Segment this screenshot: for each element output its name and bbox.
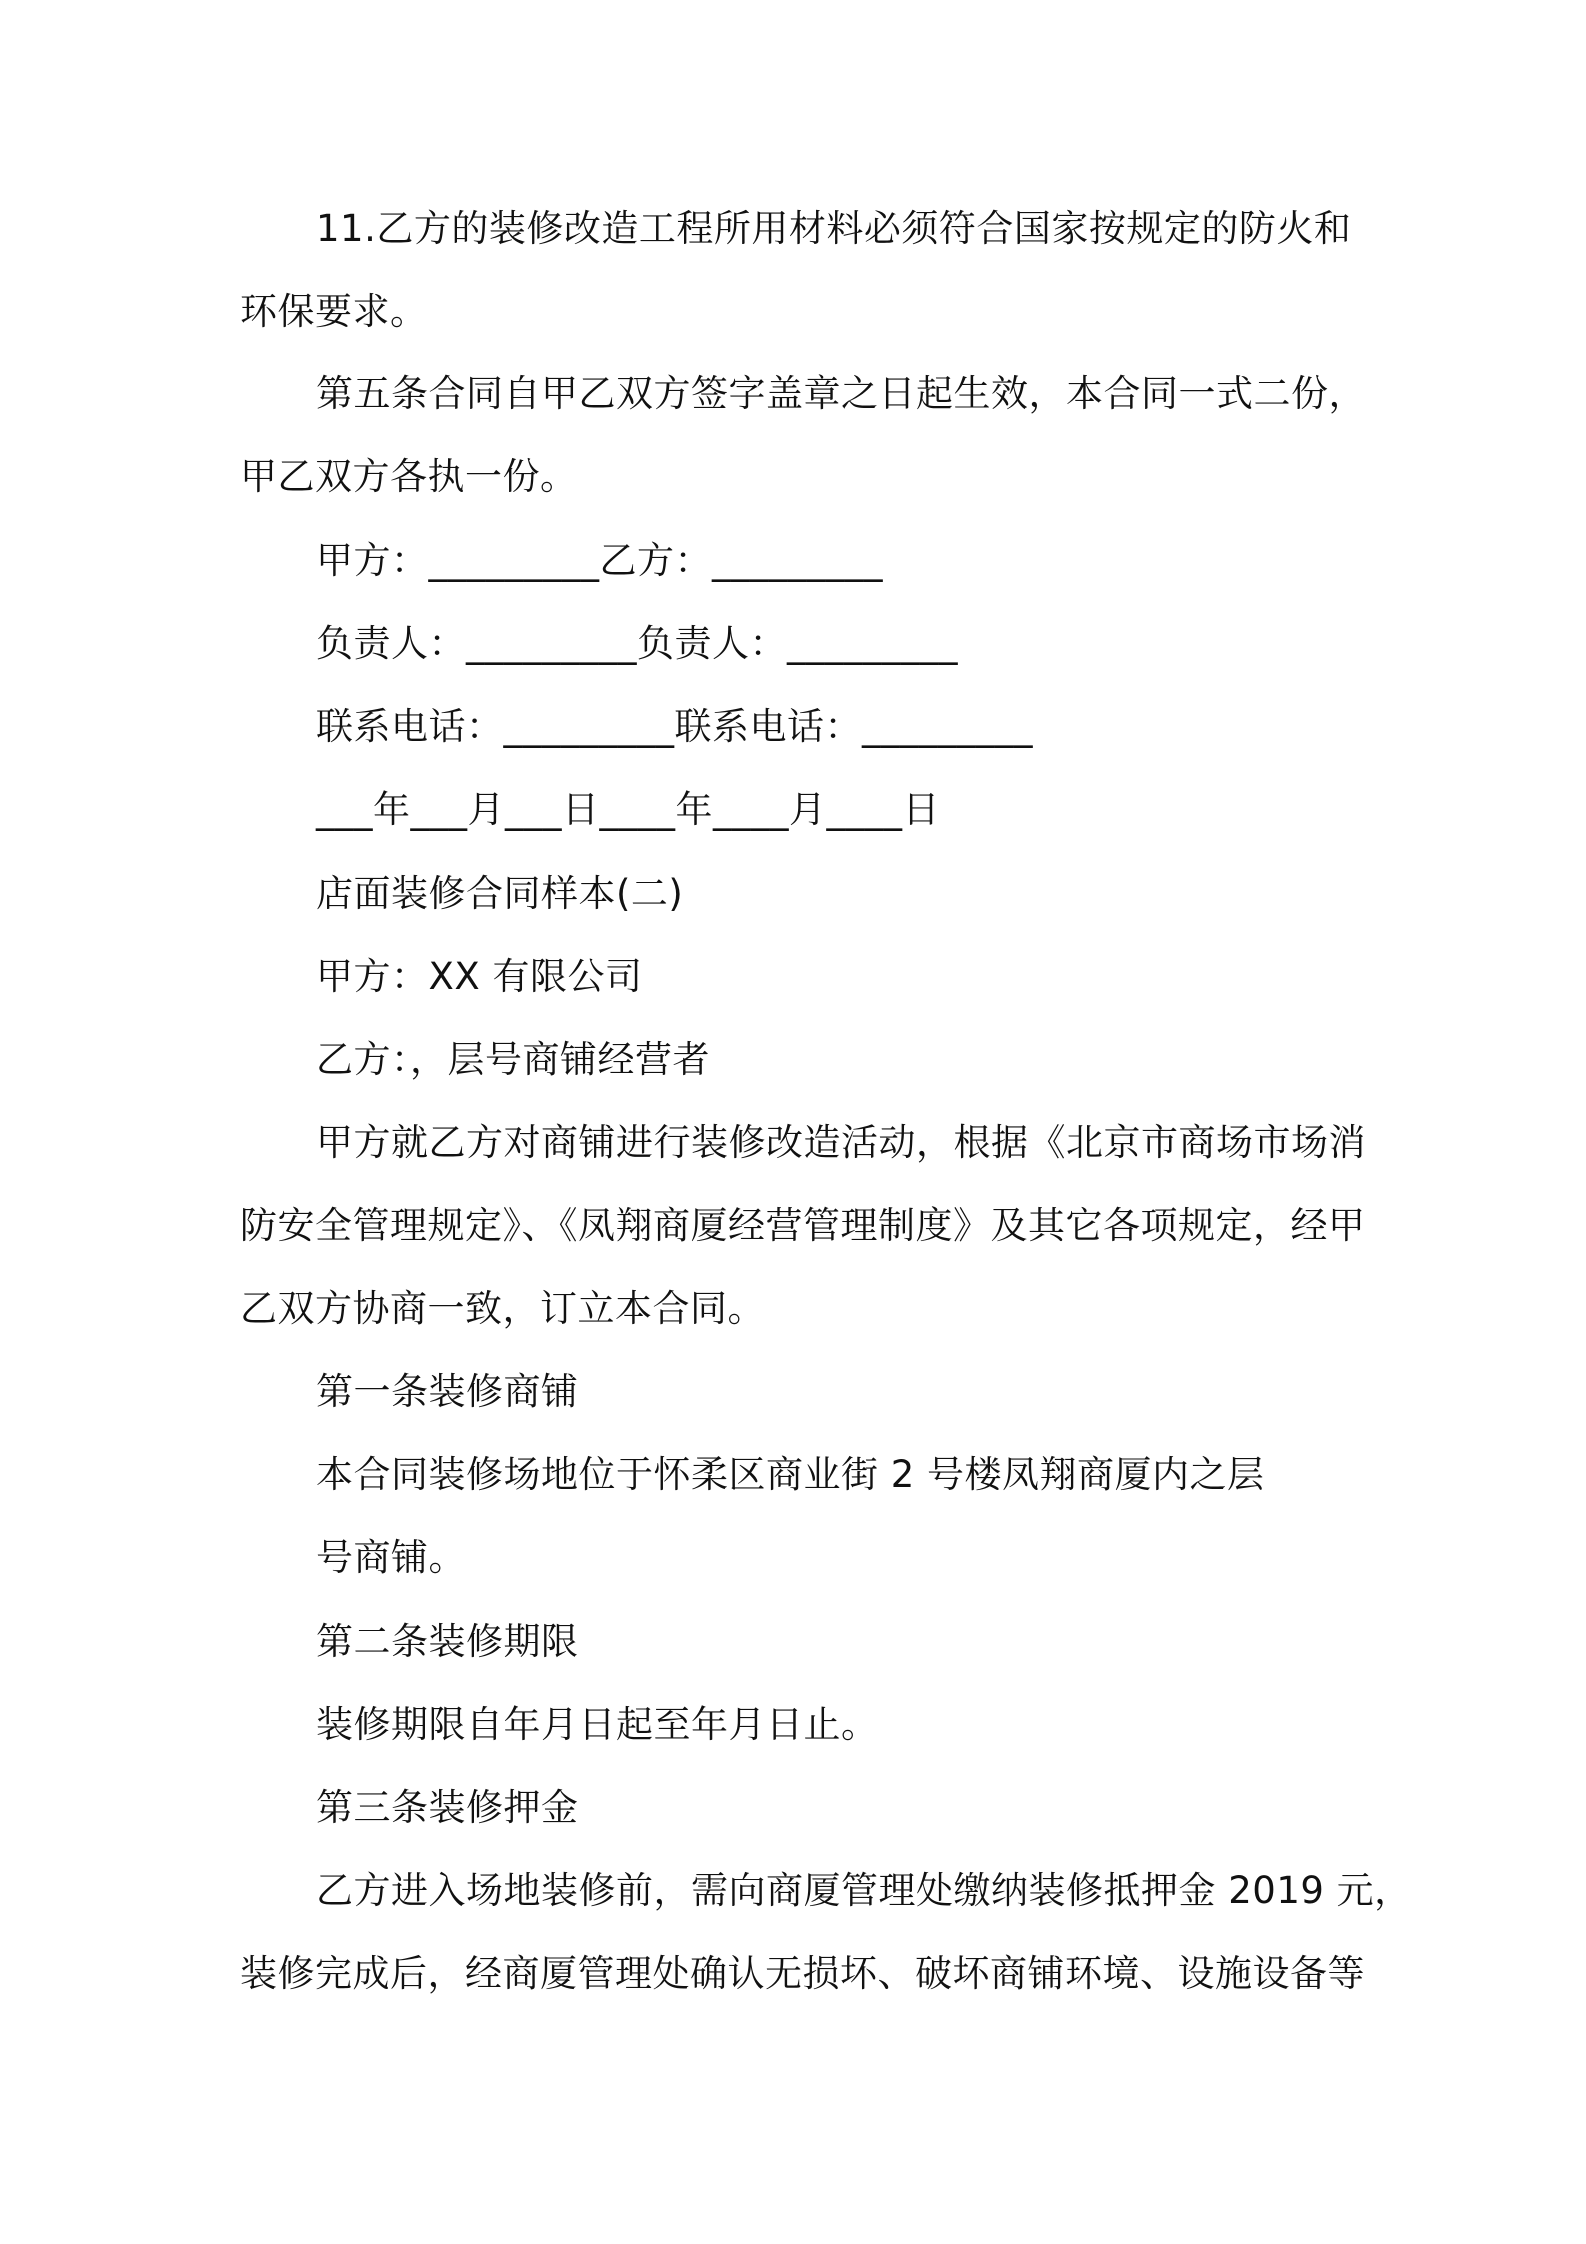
article-1-line-1: 本合同装修场地位于怀柔区商业街 2 号楼凤翔商厦内之层: [316, 1453, 1265, 1496]
article-2-text: 装修期限自年月日起至年月日止。: [316, 1703, 879, 1746]
preamble-line-1: 甲方就乙方对商铺进行装修改造活动，根据《北京市商场市场消: [316, 1121, 1366, 1164]
article-5-line-2: 甲乙双方各执一份。: [240, 455, 578, 498]
article-2-heading: 第二条装修期限: [316, 1620, 579, 1663]
preamble-line-2: 防安全管理规定》、《凤翔商厦经营管理制度》及其它各项规定，经甲: [240, 1204, 1366, 1247]
contact-phone-line: 联系电话：_________联系电话：_________: [316, 705, 1033, 748]
article-3-line-2: 装修完成后，经商厦管理处确认无损坏、破坏商铺环境、设施设备等: [240, 1952, 1365, 1995]
party-b-name: 乙方：，层号商铺经营者: [316, 1038, 710, 1081]
article-5-line-1: 第五条合同自甲乙双方签字盖章之日起生效，本合同一式二份，: [316, 372, 1366, 415]
party-a-name: 甲方：XX 有限公司: [316, 955, 643, 998]
article-1-line-2: 号商铺。: [316, 1536, 466, 1579]
article-3-heading: 第三条装修押金: [316, 1786, 579, 1829]
clause-11-line-1: 11.乙方的装修改造工程所用材料必须符合国家按规定的防火和: [316, 207, 1352, 250]
preamble-line-3: 乙双方协商一致，订立本合同。: [240, 1287, 765, 1330]
article-1-heading: 第一条装修商铺: [316, 1370, 579, 1413]
responsible-person-line: 负责人：_________负责人：_________: [316, 622, 958, 665]
clause-11-line-2: 环保要求。: [240, 290, 428, 333]
article-3-line-1: 乙方进入场地装修前，需向商厦管理处缴纳装修抵押金 2019 元，: [316, 1869, 1412, 1912]
sample-title: 店面装修合同样本(二): [316, 872, 684, 915]
party-signature-line: 甲方：_________乙方：_________: [316, 539, 883, 582]
date-line: ___年___月___日____年____月____日: [316, 788, 940, 831]
